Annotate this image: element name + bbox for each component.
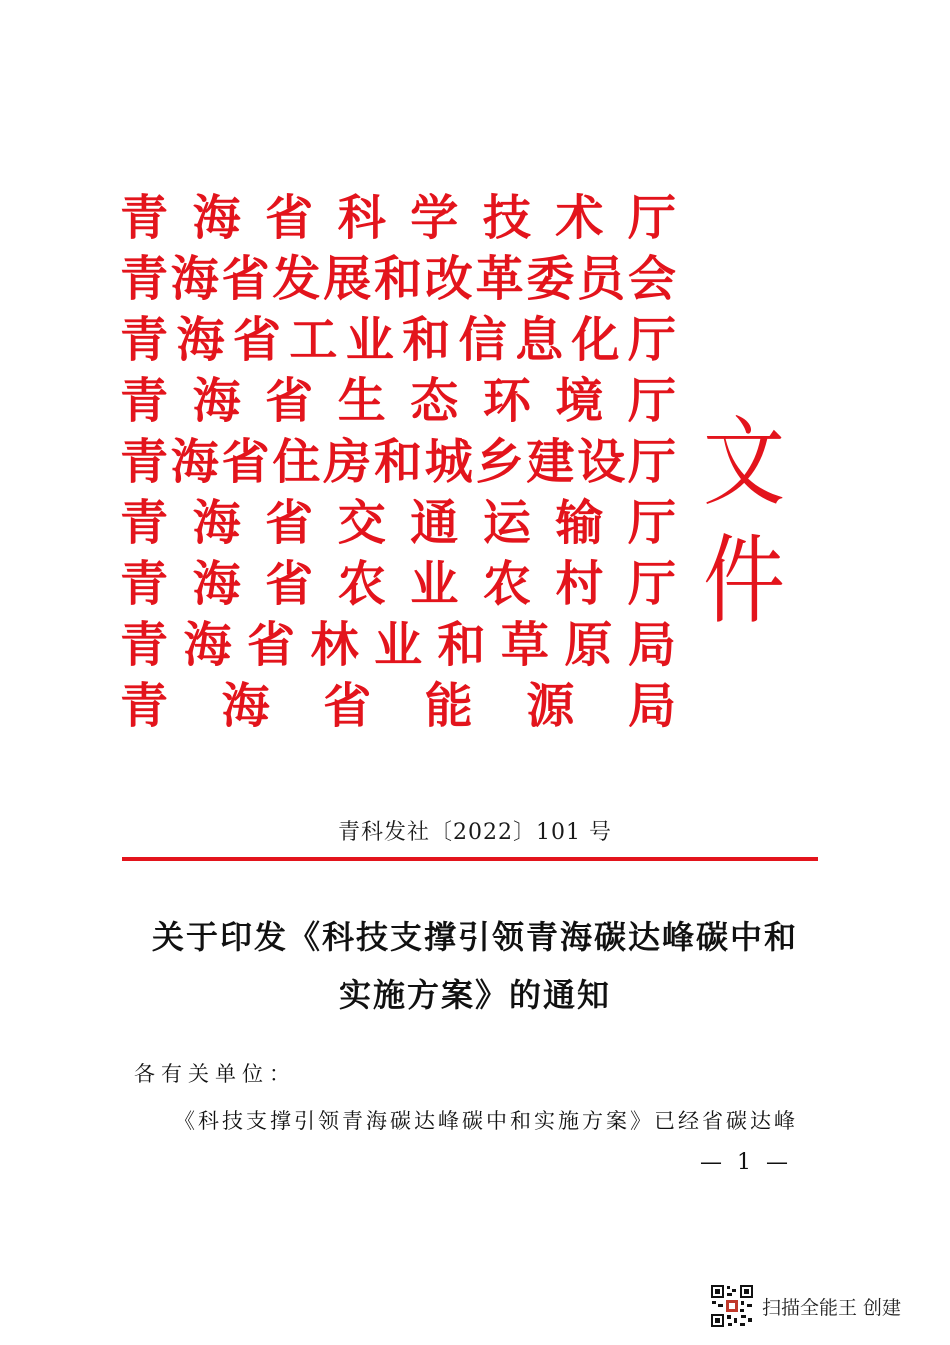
- issuer-char: 厅: [627, 312, 676, 368]
- issuing-departments: [120, 188, 676, 737]
- issuer-line: [120, 188, 676, 249]
- issuer-char: 农: [337, 556, 386, 612]
- issuer-char: 交: [337, 495, 386, 551]
- issuer-char: 业: [373, 617, 422, 673]
- body-paragraph: 《科技支撑引领青海碳达峰碳中和实施方案》已经省碳达峰: [174, 1109, 798, 1133]
- issuer-char: 委: [526, 251, 575, 307]
- issuer-char: 会: [627, 251, 676, 307]
- issuer-char: 业: [345, 312, 394, 368]
- issuer-char: 房: [323, 434, 372, 490]
- issuer-char: 厅: [627, 556, 676, 612]
- issuer-char: 青: [120, 373, 169, 429]
- issuer-char: 青: [120, 495, 169, 551]
- issuer-char: 省: [221, 251, 270, 307]
- issuer-char: 态: [410, 373, 459, 429]
- issuer-line: [120, 554, 676, 615]
- issuer-char: 和: [373, 434, 422, 490]
- salutation: 各有关单位：: [134, 1062, 296, 1086]
- document-number: 青科发社〔2022〕101 号: [338, 820, 612, 845]
- issuer-char: 环: [482, 373, 531, 429]
- issuer-char: 省: [265, 190, 314, 246]
- issuer-line: [120, 493, 676, 554]
- issuer-char: 海: [192, 495, 241, 551]
- issuer-char: 省: [265, 495, 314, 551]
- issuer-char: 业: [410, 556, 459, 612]
- issuer-char: 青: [120, 556, 169, 612]
- issuer-line: [120, 432, 676, 493]
- issuer-char: 输: [555, 495, 604, 551]
- issuer-line: [120, 371, 676, 432]
- issuer-char: 海: [176, 312, 225, 368]
- issuer-char: 原: [564, 617, 613, 673]
- issuer-char: 厅: [627, 373, 676, 429]
- issuer-char: 术: [555, 190, 604, 246]
- issuer-line: [120, 676, 676, 737]
- issuer-char: 生: [337, 373, 386, 429]
- issuer-char: 省: [323, 678, 372, 734]
- page-number: — 1 —: [700, 1150, 792, 1175]
- issuer-char: 和: [437, 617, 486, 673]
- issuer-char: 省: [221, 434, 270, 490]
- issuer-char: 城: [424, 434, 473, 490]
- issuer-char: 运: [482, 495, 531, 551]
- issuer-line: [120, 249, 676, 310]
- issuer-char: 通: [410, 495, 459, 551]
- issuer-char: 工: [289, 312, 338, 368]
- issuer-char: 青: [120, 251, 169, 307]
- issuer-char: 农: [482, 556, 531, 612]
- issuer-char: 海: [221, 678, 270, 734]
- watermark-text: 扫描全能王 创建: [762, 1296, 902, 1319]
- issuer-line: [120, 615, 676, 676]
- issuer-char: 海: [192, 556, 241, 612]
- issuer-char: 乡: [475, 434, 524, 490]
- issuer-char: 青: [120, 190, 169, 246]
- issuer-char: 草: [500, 617, 549, 673]
- issuer-char: 省: [232, 312, 281, 368]
- issuer-char: 厅: [627, 434, 676, 490]
- issuer-char: 海: [192, 190, 241, 246]
- document-type-label: 文件: [703, 407, 780, 638]
- issuer-char: 展: [323, 251, 372, 307]
- issuer-char: 海: [183, 617, 232, 673]
- issuer-char: 科: [337, 190, 386, 246]
- issuer-char: 改: [424, 251, 473, 307]
- issuer-char: 厅: [627, 495, 676, 551]
- issuer-char: 青: [120, 617, 169, 673]
- issuer-char: 设: [577, 434, 626, 490]
- issuer-char: 建: [526, 434, 575, 490]
- issuer-char: 住: [272, 434, 321, 490]
- issuer-char: 和: [373, 251, 422, 307]
- issuer-char: 源: [526, 678, 575, 734]
- issuer-char: 省: [246, 617, 295, 673]
- issuer-char: 员: [577, 251, 626, 307]
- issuer-char: 局: [627, 617, 676, 673]
- issuer-char: 发: [272, 251, 321, 307]
- issuer-char: 境: [555, 373, 604, 429]
- issuer-line: [120, 310, 676, 371]
- issuer-char: 学: [410, 190, 459, 246]
- scanner-watermark: [710, 1284, 901, 1328]
- issuer-char: 局: [627, 678, 676, 734]
- issuer-char: 海: [170, 251, 219, 307]
- issuer-char: 村: [555, 556, 604, 612]
- issuer-char: 厅: [627, 190, 676, 246]
- issuer-char: 林: [310, 617, 359, 673]
- issuer-char: 和: [402, 312, 451, 368]
- issuer-char: 海: [192, 373, 241, 429]
- issuer-char: 革: [475, 251, 524, 307]
- notice-title-line-2: 实施方案》的通知: [338, 976, 611, 1014]
- red-divider-line: [122, 857, 818, 861]
- issuer-char: 化: [571, 312, 620, 368]
- issuer-char: 能: [424, 678, 473, 734]
- issuer-char: 青: [120, 434, 169, 490]
- notice-title-line-1: 关于印发《科技支撑引领青海碳达峰碳中和: [151, 918, 798, 956]
- qr-code-icon: [710, 1284, 754, 1328]
- issuer-char: 青: [120, 312, 169, 368]
- issuer-char: 省: [265, 556, 314, 612]
- issuer-char: 技: [482, 190, 531, 246]
- issuer-char: 省: [265, 373, 314, 429]
- issuer-char: 信: [458, 312, 507, 368]
- issuer-char: 海: [170, 434, 219, 490]
- issuer-char: 息: [515, 312, 564, 368]
- issuer-char: 青: [120, 678, 169, 734]
